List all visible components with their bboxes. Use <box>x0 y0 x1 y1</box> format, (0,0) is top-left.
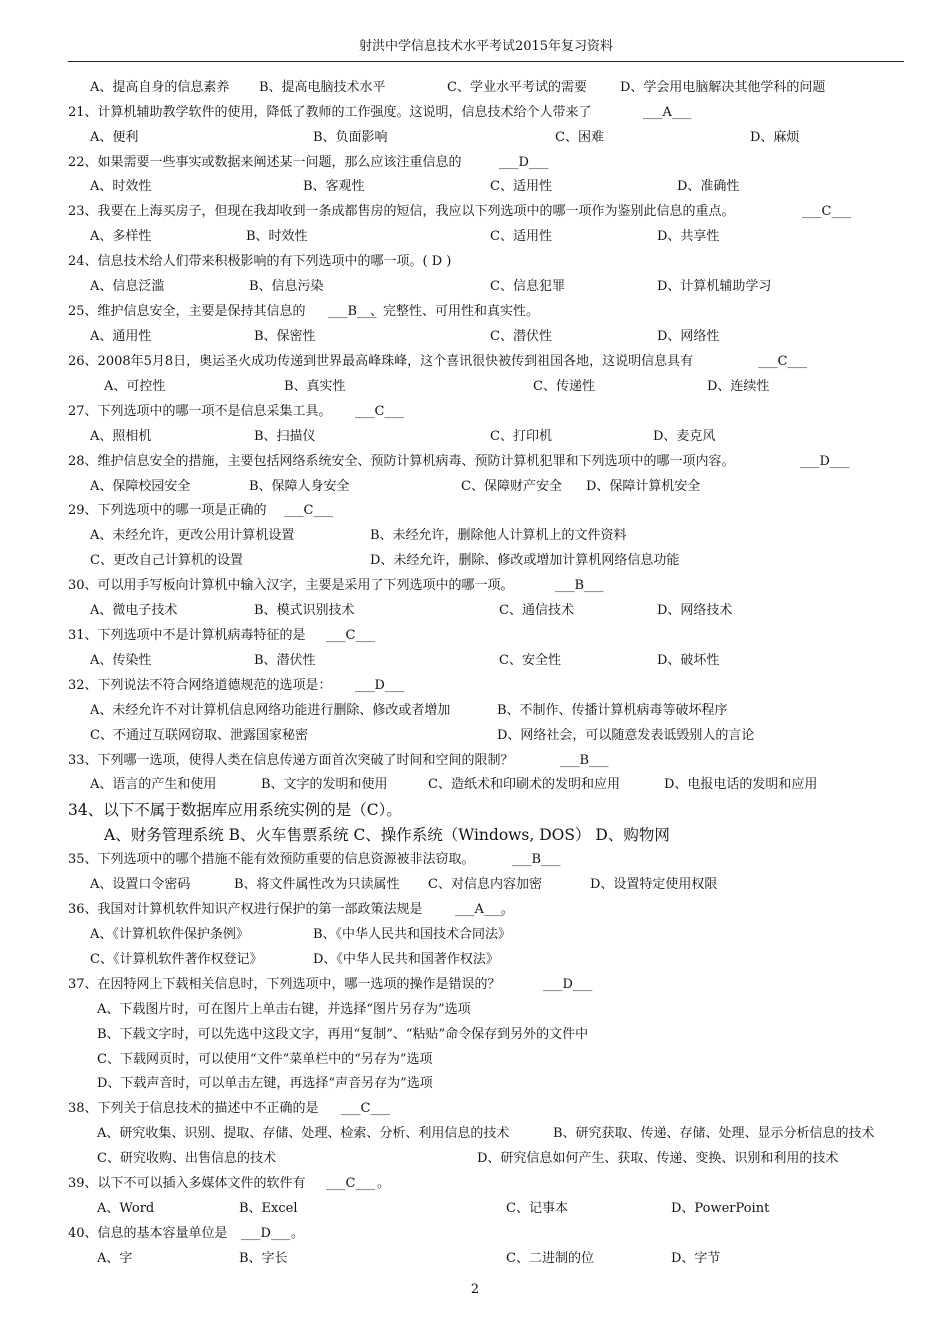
text-line <box>0 1123 950 1145</box>
text-line <box>0 77 950 99</box>
line-segment: 35、下列选项中的哪个措施不能有效预防重要的信息资源被非法窃取。 <box>68 852 475 867</box>
line-segment: D、未经允许，删除、修改或增加计算机网络信息功能 <box>370 553 680 568</box>
page-header-title: 射洪中学信息技术水平考试2015年复习资料 <box>358 39 614 54</box>
text-line <box>0 351 950 373</box>
text-line <box>0 899 950 921</box>
line-segment: 。 <box>291 1226 305 1241</box>
line-segment: A、通用性 <box>90 329 152 344</box>
text-line <box>0 127 950 149</box>
text-line <box>0 725 950 747</box>
text-line <box>0 974 950 996</box>
text-line <box>0 176 950 198</box>
answer-blank: ___D___ <box>499 155 549 170</box>
answer-blank: ___C___ <box>326 1176 375 1191</box>
line-segment: 39、以下不可以插入多媒体文件的软件有 <box>68 1176 306 1191</box>
text-line <box>0 675 950 697</box>
line-segment: C、保障财产安全 <box>461 479 562 494</box>
line-segment: A、未经允许不对计算机信息网络功能进行删除、修改或者增加 <box>90 703 451 718</box>
line-segment: A、财务管理系统 B、火车售票系统 C、操作系统（Windows, DOS） D、购物网 <box>104 826 670 844</box>
line-segment: A、设置口令密码 <box>90 877 191 892</box>
text-line <box>0 1173 950 1195</box>
text-line <box>0 476 950 498</box>
line-segment: C、适用性 <box>490 229 552 244</box>
line-segment: A、提高自身的信息素养 <box>90 80 230 95</box>
line-segment: 40、信息的基本容量单位是 <box>68 1226 228 1241</box>
text-line <box>0 500 950 522</box>
line-segment: 36、我国对计算机软件知识产权进行保护的第一部政策法规是 <box>68 902 423 917</box>
line-segment: C、困难 <box>555 130 604 145</box>
text-line <box>0 1223 950 1245</box>
line-segment: B、客观性 <box>303 179 365 194</box>
page-number: 2 <box>470 1282 480 1297</box>
line-segment: A、《计算机软件保护条例》 <box>90 927 249 942</box>
text-line <box>0 426 950 448</box>
line-segment: C、传递性 <box>533 379 595 394</box>
answer-blank: ___C___ <box>284 503 333 518</box>
text-line <box>0 550 950 572</box>
answer-blank: ___C___ <box>758 354 807 369</box>
line-segment: A、未经允许，更改公用计算机设置 <box>90 528 295 543</box>
answer-blank: ___B___ <box>328 304 377 319</box>
line-segment: 34、以下不属于数据库应用系统实例的是（C）。 <box>68 801 402 819</box>
text-line <box>0 1073 950 1095</box>
text-line <box>0 750 950 772</box>
answer-blank: ___D___ <box>543 977 593 992</box>
line-segment: C、对信息内容加密 <box>428 877 542 892</box>
line-segment: B、模式识别技术 <box>254 603 355 618</box>
line-segment: D、麻烦 <box>750 130 800 145</box>
text-line <box>0 525 950 547</box>
line-segment: A、下载图片时，可在图片上单击右键，并选择“图片另存为”选项 <box>97 1002 471 1017</box>
text-line <box>0 376 950 398</box>
line-segment: A、保障校园安全 <box>90 479 191 494</box>
line-segment: 30、可以用手写板向计算机中输入汉字，主要是采用了下列选项中的哪一项。 <box>68 578 514 593</box>
text-line <box>0 949 950 971</box>
line-segment: C、通信技术 <box>499 603 574 618</box>
line-segment: D、麦克风 <box>653 429 716 444</box>
text-line <box>0 600 950 622</box>
text-line <box>0 824 950 846</box>
line-segment: A、多样性 <box>90 229 152 244</box>
line-segment: B、真实性 <box>284 379 346 394</box>
text-line <box>0 451 950 473</box>
line-segment: C、《计算机软件著作权登记》 <box>90 952 263 967</box>
answer-blank: ___A___ <box>643 105 692 120</box>
line-segment: D、PowerPoint <box>671 1201 770 1216</box>
text-line <box>0 1198 950 1220</box>
text-line <box>0 226 950 248</box>
line-segment: C、造纸术和印刷术的发明和应用 <box>428 777 620 792</box>
line-segment: B、不制作、传播计算机病毒等破坏程序 <box>497 703 728 718</box>
line-segment: B、文字的发明和使用 <box>261 777 388 792</box>
answer-blank: ___B___ <box>512 852 561 867</box>
text-line <box>0 1148 950 1170</box>
line-segment: 37、在因特网上下载相关信息时，下列选项中，哪一选项的操作是错误的？ <box>68 977 501 992</box>
text-line <box>0 326 950 348</box>
text-line <box>0 999 950 1021</box>
line-segment: 32、下列说法不符合网络道德规范的选项是： <box>68 678 332 693</box>
line-segment: D、下载声音时，可以单击左键，再选择“声音另存为”选项 <box>97 1076 433 1091</box>
line-segment: C、下载网页时，可以使用“文件”菜单栏中的“另存为”选项 <box>97 1052 433 1067</box>
line-segment: B、研究获取、传递、存储、处理、显示分析信息的技术 <box>553 1126 875 1141</box>
line-segment: D、连续性 <box>707 379 770 394</box>
line-segment: A、语言的产生和使用 <box>90 777 217 792</box>
line-segment: B、提高电脑技术水平 <box>259 80 386 95</box>
text-line <box>0 575 950 597</box>
line-segment: C、打印机 <box>490 429 552 444</box>
line-segment: A、时效性 <box>90 179 152 194</box>
line-segment: C、不通过互联网窃取、泄露国家秘密 <box>90 728 308 743</box>
line-segment: B、保密性 <box>254 329 316 344</box>
line-segment: B、扫描仪 <box>254 429 316 444</box>
line-segment: D、计算机辅助学习 <box>657 279 772 294</box>
line-segment: B、潜伏性 <box>254 653 316 668</box>
line-segment: A、Word <box>97 1201 155 1216</box>
text-line <box>0 301 950 323</box>
line-segment: 27、下列选项中的哪一项不是信息采集工具。 <box>68 404 332 419</box>
line-segment: D、破坏性 <box>657 653 720 668</box>
text-line <box>0 201 950 223</box>
line-segment: C、学业水平考试的需要 <box>447 80 587 95</box>
line-segment: D、网络技术 <box>657 603 733 618</box>
line-segment: A、照相机 <box>90 429 152 444</box>
line-segment: C、适用性 <box>490 179 552 194</box>
line-segment: A、研究收集、识别、提取、存储、处理、检索、分析、利用信息的技术 <box>97 1126 510 1141</box>
line-segment: B、Excel <box>239 1201 298 1216</box>
header-rule <box>68 61 904 62</box>
line-segment: C、二进制的位 <box>506 1251 594 1266</box>
line-segment: A、字 <box>97 1251 133 1266</box>
text-line <box>0 874 950 896</box>
text-line <box>0 102 950 124</box>
line-segment: 31、下列选项中不是计算机病毒特征的是 <box>68 628 306 643</box>
line-segment: A、可控性 <box>104 379 166 394</box>
text-line <box>0 401 950 423</box>
line-segment: 21、计算机辅助教学软件的使用，降低了教师的工作强度。这说明，信息技术给个人带来了 <box>68 105 592 120</box>
line-segment: D、网络性 <box>657 329 720 344</box>
answer-blank: ___D___ <box>800 454 850 469</box>
answer-blank: ___C___ <box>802 204 851 219</box>
line-segment: B、负面影响 <box>313 130 388 145</box>
line-segment: 29、下列选项中的哪一项是正确的 <box>68 503 267 518</box>
answer-blank: ___D___ <box>241 1226 291 1241</box>
text-line <box>0 924 950 946</box>
line-segment: B、信息污染 <box>249 279 324 294</box>
line-segment: 23、我要在上海买房子，但现在我却收到一条成都售房的短信，我应以下列选项中的哪一项作为鉴别此信息的重点。 <box>68 204 735 219</box>
line-segment: B、《中华人民共和国技术合同法》 <box>313 927 512 942</box>
line-segment: 25、维护信息安全，主要是保持其信息的 <box>68 304 306 319</box>
line-segment: 、完整性、可用性和真实性。 <box>370 304 540 319</box>
line-segment: D、准确性 <box>677 179 740 194</box>
line-segment: C、更改自己计算机的设置 <box>90 553 243 568</box>
line-segment: D、共享性 <box>657 229 720 244</box>
line-segment: A、便利 <box>90 130 139 145</box>
text-line <box>0 276 950 298</box>
text-line <box>0 700 950 722</box>
line-segment: D、《中华人民共和国著作权法》 <box>313 952 499 967</box>
line-segment: D、字节 <box>671 1251 721 1266</box>
answer-blank: ___C___ <box>341 1101 390 1116</box>
line-segment: 。 <box>377 1176 391 1191</box>
line-segment: C、安全性 <box>499 653 561 668</box>
text-line <box>0 1098 950 1120</box>
line-segment: 28、维护信息安全的措施，主要包括网络系统安全、预防计算机病毒、预防计算机犯罪和下列选项中的哪一项内容。 <box>68 454 735 469</box>
text-line <box>0 849 950 871</box>
text-line <box>0 799 950 821</box>
line-segment: B、时效性 <box>246 229 308 244</box>
line-segment: 。 <box>501 902 515 917</box>
text-line <box>0 650 950 672</box>
text-line <box>0 1248 950 1270</box>
line-segment: 38、下列关于信息技术的描述中不正确的是 <box>68 1101 319 1116</box>
line-segment: B、未经允许，删除他人计算机上的文件资料 <box>370 528 627 543</box>
line-segment: D、网络社会，可以随意发表诋毁别人的言论 <box>497 728 755 743</box>
line-segment: A、微电子技术 <box>90 603 178 618</box>
line-segment: B、保障人身安全 <box>249 479 350 494</box>
text-line <box>0 251 950 273</box>
line-segment: D、研究信息如何产生、获取、传递、变换、识别和利用的技术 <box>477 1151 839 1166</box>
text-line <box>0 1024 950 1046</box>
text-line <box>0 152 950 174</box>
text-line <box>0 774 950 796</box>
answer-blank: ___B___ <box>560 753 609 768</box>
answer-blank: ___B___ <box>555 578 604 593</box>
line-segment: 22、如果需要一些事实或数据来阐述某一问题，那么应该注重信息的 <box>68 155 462 170</box>
line-segment: B、字长 <box>239 1251 288 1266</box>
line-segment: D、设置特定使用权限 <box>590 877 718 892</box>
line-segment: D、电报电话的发明和应用 <box>664 777 818 792</box>
answer-blank: ___C___ <box>355 404 404 419</box>
answer-blank: ___A___ <box>455 902 504 917</box>
line-segment: D、学会用电脑解决其他学科的问题 <box>620 80 826 95</box>
line-segment: B、下载文字时，可以先选中这段文字，再用“复制”、“粘贴”命令保存到另外的文件中 <box>97 1027 589 1042</box>
line-segment: C、研究收购、出售信息的技术 <box>97 1151 276 1166</box>
line-segment: B、将文件属性改为只读属性 <box>234 877 400 892</box>
line-segment: C、潜伏性 <box>490 329 552 344</box>
line-segment: C、信息犯罪 <box>490 279 565 294</box>
line-segment: C、记事本 <box>506 1201 568 1216</box>
line-segment: 24、信息技术给人们带来积极影响的有下列选项中的哪一项。( D ) <box>68 254 452 269</box>
line-segment: 33、下列哪一选项，使得人类在信息传递方面首次突破了时间和空间的限制？ <box>68 753 514 768</box>
line-segment: A、信息泛滥 <box>90 279 165 294</box>
line-segment: A、传染性 <box>90 653 152 668</box>
line-segment: D、保障计算机安全 <box>586 479 701 494</box>
text-line <box>0 1049 950 1071</box>
line-segment: 26、2008年5月8日，奥运圣火成功传递到世界最高峰珠峰，这个喜讯很快被传到祖国各地，这说明信息具有 <box>68 354 694 369</box>
text-line <box>0 625 950 647</box>
answer-blank: ___C___ <box>326 628 375 643</box>
answer-blank: ___D___ <box>355 678 405 693</box>
